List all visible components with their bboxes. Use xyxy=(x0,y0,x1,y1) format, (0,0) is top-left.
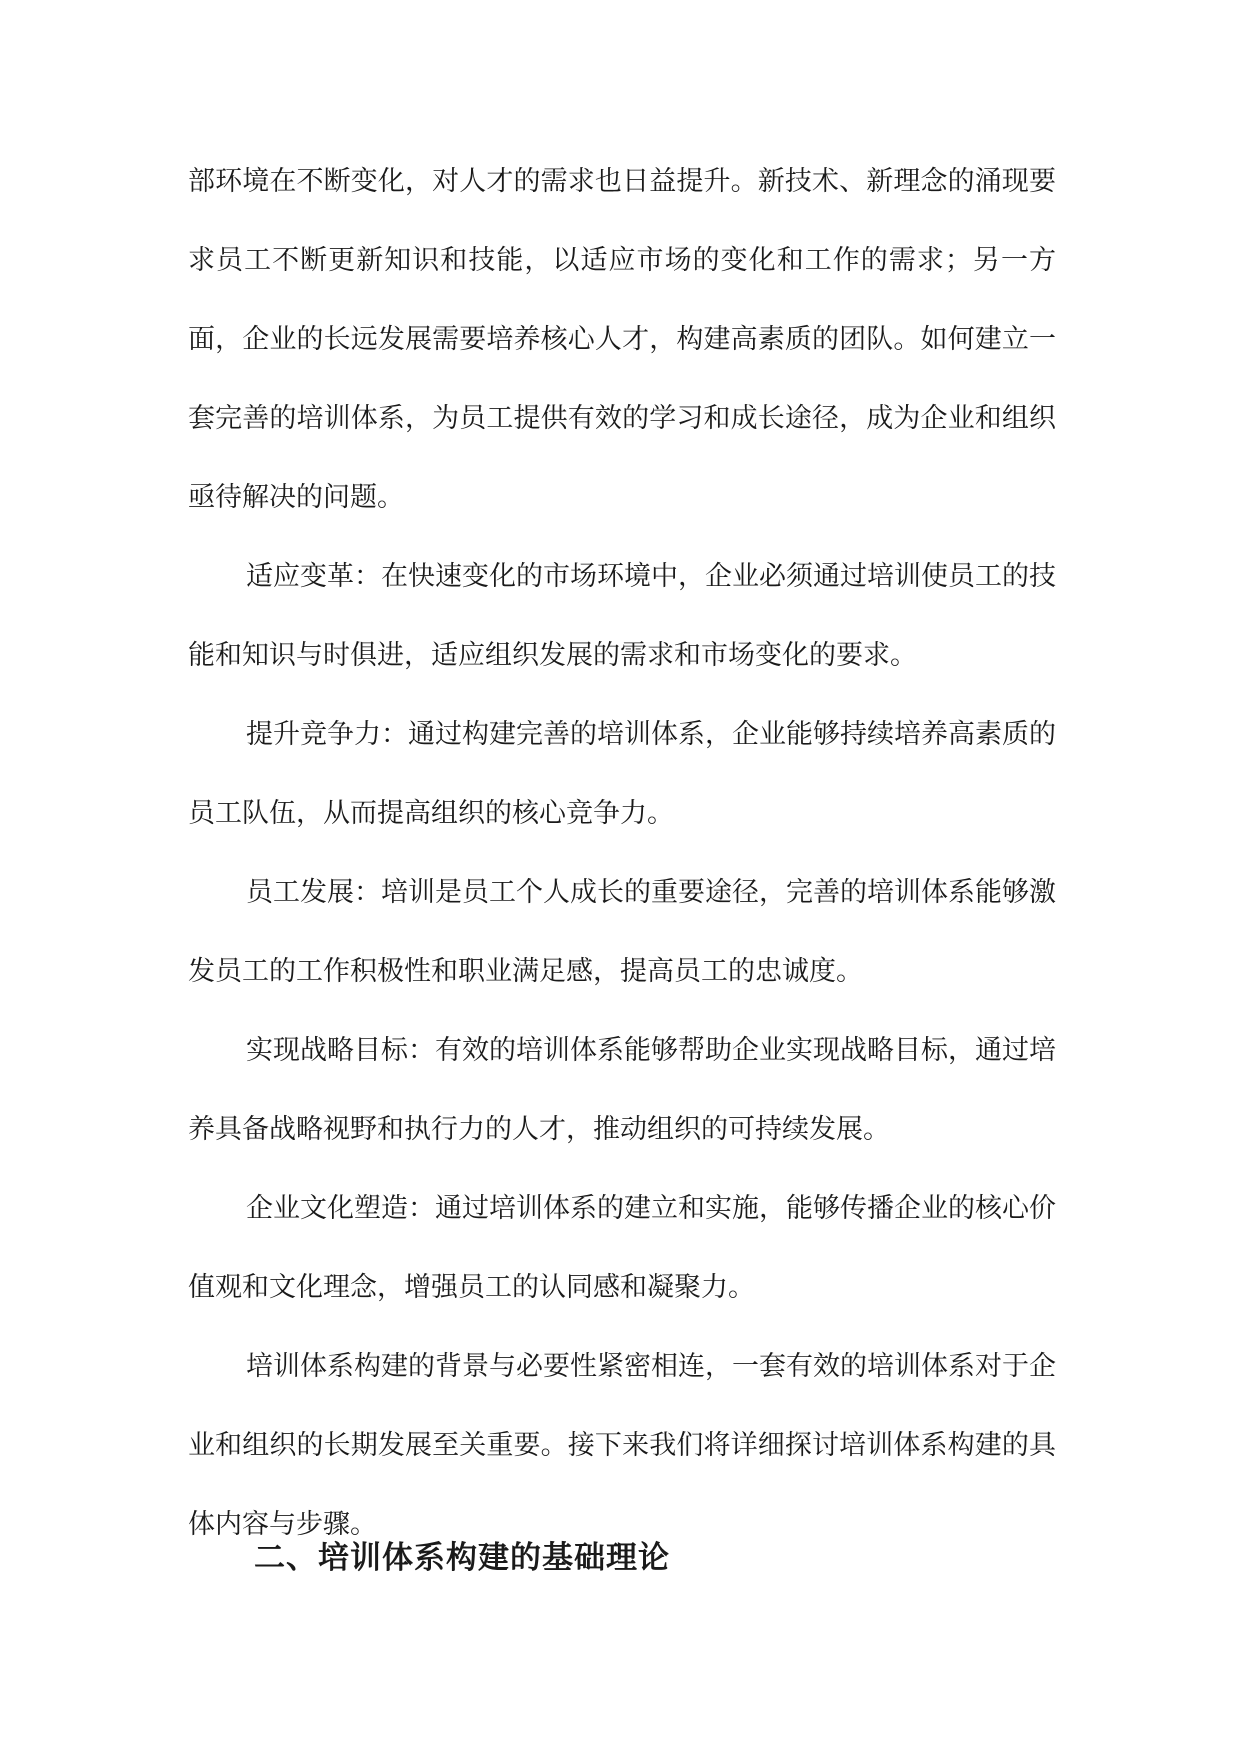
paragraph-intro-continuation: 部环境在不断变化，对人才的需求也日益提升。新技术、新理念的涌现要求员工不断更新知识和技能，以适应市场的变化和工作的需求；另一方面，企业的长远发展需要培养核心人才，构建高素质的团队。如何建立一套完善的培训体系，为员工提供有效的学习和成长途径，成为企业和组织亟待解决的问题。 xyxy=(188,166,1056,513)
section-heading: 二、培训体系构建的基础理论 xyxy=(254,1540,670,1576)
paragraph-strategic-goals: 实现战略目标：有效的培训体系能够帮助企业实现战略目标，通过培养具备战略视野和执行力的人才，推动组织的可持续发展。 xyxy=(188,1035,1056,1145)
paragraph-summary: 培训体系构建的背景与必要性紧密相连，一套有效的培训体系对于企业和组织的长期发展至关重要。接下来我们将详细探讨培训体系构建的具体内容与步骤。 xyxy=(188,1351,1056,1540)
body-text xyxy=(188,142,1056,1564)
paragraph-employee-development: 员工发展：培训是员工个人成长的重要途径，完善的培训体系能够激发员工的工作积极性和职业满足感，提高员工的忠诚度。 xyxy=(188,877,1056,987)
paragraph-competitiveness: 提升竞争力：通过构建完善的培训体系，企业能够持续培养高素质的员工队伍，从而提高组织的核心竞争力。 xyxy=(188,719,1056,829)
paragraph-culture-shaping: 企业文化塑造：通过培训体系的建立和实施，能够传播企业的核心价值观和文化理念，增强员工的认同感和凝聚力。 xyxy=(188,1193,1056,1303)
paragraph-adapt-change: 适应变革：在快速变化的市场环境中，企业必须通过培训使员工的技能和知识与时俱进，适应组织发展的需求和市场变化的要求。 xyxy=(188,561,1056,671)
